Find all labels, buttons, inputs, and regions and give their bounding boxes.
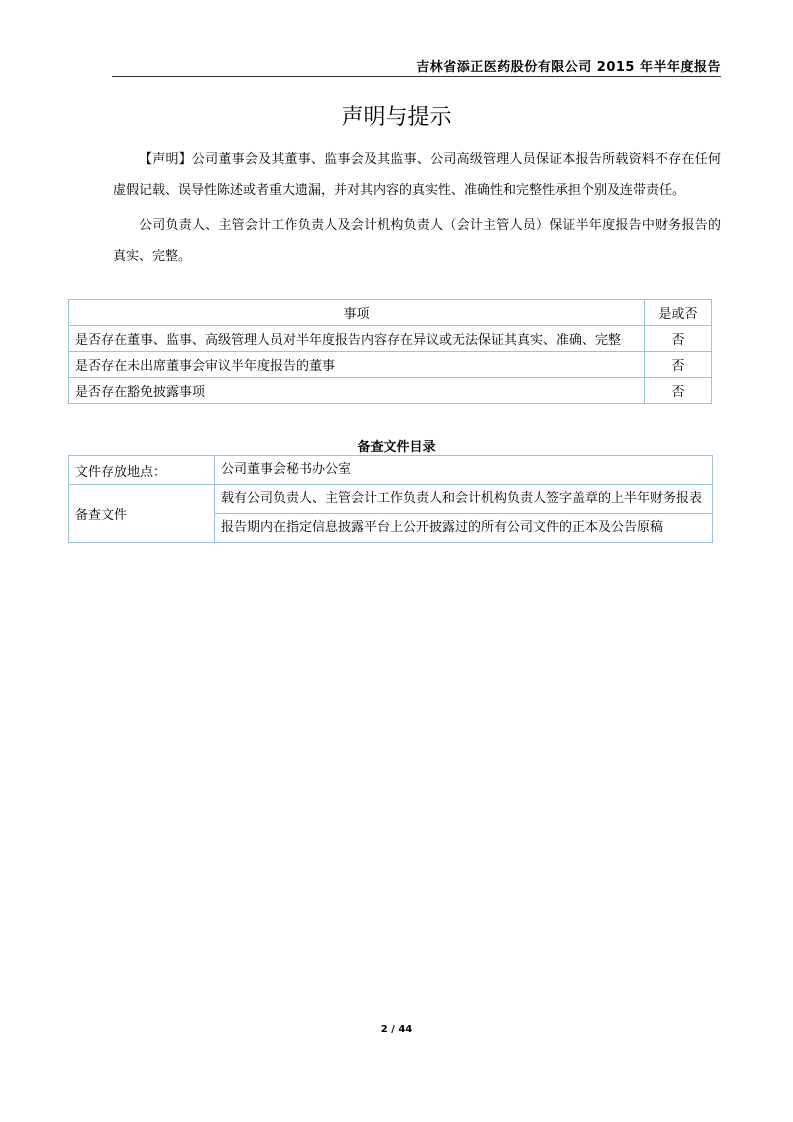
matters-table — [68, 299, 712, 404]
matter-cell: 是否存在未出席董事会审议半年度报告的董事 — [69, 352, 645, 378]
location-label: 文件存放地点： — [69, 456, 215, 485]
report-header-title: 吉林省添正医药股份有限公司 2015 年半年度报告 — [416, 60, 721, 75]
declaration-paragraph: 【声明】公司董事会及其董事、监事会及其监事、公司高级管理人员保证本报告所载资料不存在任何虚假记载、误导性陈述或者重大遗漏，并对其内容的真实性、准确性和完整性承担个别及连带责任。 — [113, 152, 721, 198]
page-title: 声明与提示 — [341, 105, 452, 130]
answer-cell: 否 — [644, 378, 711, 404]
matters-column-header: 事项 — [69, 300, 645, 326]
document-item: 载有公司负责人、主管会计工作负责人和会计机构负责人签字盖章的上半年财务报表 — [215, 485, 713, 514]
table-row — [69, 326, 712, 352]
page-number: 2 / 44 — [380, 1024, 413, 1035]
documents-table-caption: 备查文件目录 — [357, 440, 436, 455]
location-value: 公司董事会秘书办公室 — [215, 456, 713, 485]
table-row — [69, 378, 712, 404]
answer-cell: 否 — [644, 352, 711, 378]
responsibility-paragraph: 公司负责人、主管会计工作负责人及会计机构负责人（会计主管人员）保证半年度报告中财务报告的真实、完整。 — [113, 218, 721, 264]
matter-cell: 是否存在豁免披露事项 — [69, 378, 645, 404]
document-item: 报告期内在指定信息披露平台上公开披露过的所有公司文件的正本及公告原稿 — [215, 514, 713, 543]
answer-column-header: 是或否 — [644, 300, 711, 326]
header-divider — [112, 76, 721, 77]
answer-cell: 否 — [644, 326, 711, 352]
matter-cell: 是否存在董事、监事、高级管理人员对半年度报告内容存在异议或无法保证其真实、准确、完整 — [69, 326, 645, 352]
table-row — [69, 485, 713, 514]
table-row — [69, 352, 712, 378]
table-row — [69, 456, 713, 485]
matters-table-header-row — [69, 300, 712, 326]
documents-label: 备查文件 — [69, 485, 215, 543]
documents-table — [68, 455, 713, 543]
